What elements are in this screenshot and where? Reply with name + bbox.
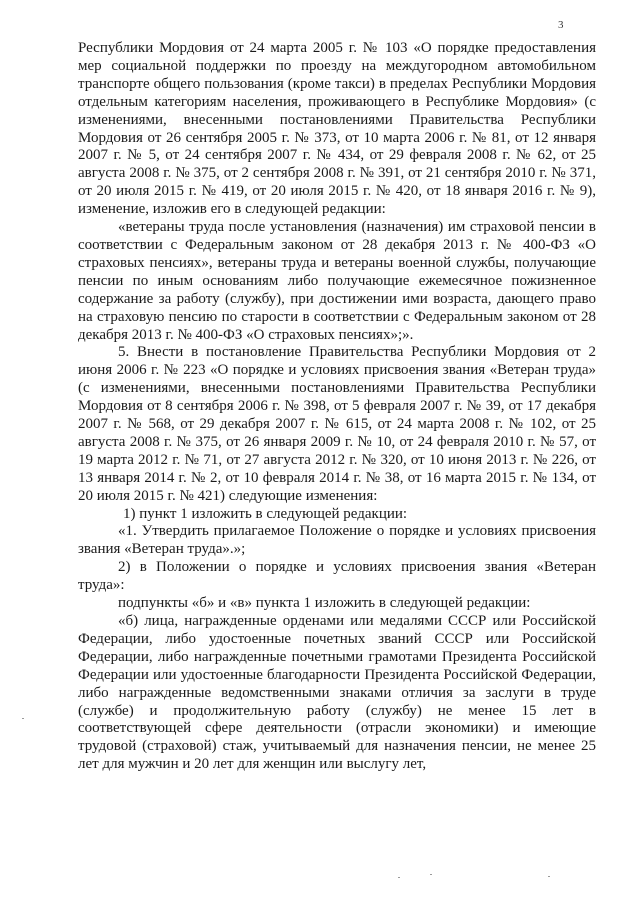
paragraph-subpoint-b: «б) лица, награжденные орденами или медалями СССР или Российской Федерации, либо удостоенные почетных званий СССР или Российской Федерации, либо награжденные почетными грамотами Президента Российской Федерации или удостоенные благодарности Президента Российской Федерации, либо награжденные ведомственными знаками отличия за заслуги в труде (службе) и продолжительную работу (службу) не менее 15 лет в соответствующей сфере деятельности (отрасли экономики) и имеющие трудовой (страховой) стаж, учитываемый для назначения пенсии, не менее 25 лет для мужчин и 20 лет для женщин или выслугу лет, xyxy=(78,613,596,773)
paragraph-item-5: 5. Внести в постановление Правительства Республики Мордовия от 2 июня 2006 г. № 223 «О порядке и условиях присвоения звания «Ветеран труда» (с изменениями, внесенными постановлениями Правительства Республики Мордовия от 8 сентября 2006 г. № 398, от 5 февраля 2007 г. № 39, от 17 декабря 2007 г. № 568, от 29 декабря 2007 г. № 615, от 24 марта 2008 г. № 102, от 25 августа 2008 г. № 375, от 26 января 2009 г. № 10, от 24 февраля 2010 г. № 57, от 19 марта 2012 г. № 71, от 27 августа 2012 г. № 320, от 10 июня 2013 г. № 226, от 13 января 2014 г. № 2, от 10 февраля 2014 г. № 38, от 16 марта 2015 г. № 134, от 20 июля 2015 г. № 421) следующие изменения: xyxy=(78,344,596,504)
paragraph-quote-item-1: «1. Утвердить прилагаемое Положение о порядке и условиях присвоения звания «Ветеран труда».»; xyxy=(78,523,596,558)
scan-speck xyxy=(430,874,432,875)
scan-speck xyxy=(398,877,400,878)
paragraph-subpoints-intro: подпункты «б» и «в» пункта 1 изложить в следующей редакции: xyxy=(118,595,531,612)
paragraph-subitem-1: 1) пункт 1 изложить в следующей редакции: xyxy=(123,505,408,522)
scan-speck xyxy=(548,876,550,877)
scan-speck xyxy=(22,718,24,719)
document-body xyxy=(78,40,596,774)
paragraph-subitem-2: 2) в Положении о порядке и условиях присвоения звания «Ветеран труда»: xyxy=(78,559,596,594)
page-number: 3 xyxy=(558,19,564,31)
paragraph-decree-103-amendment: Республики Мордовия от 24 марта 2005 г. № 103 «О порядке предоставления мер социальной поддержки по проезду на междугородном автомобильном транспорте общего пользования (кроме такси) в пределах Республики Мордовия отдельным категориям населения, проживающего в Республике Мордовия» (с изменениями, внесенными постановлениями Правительства Республики Мордовия от 26 сентября 2005 г. № 373, от 10 марта 2006 г. № 81, от 12 января 2007 г. № 5, от 24 сентября 2007 г. № 434, от 29 февраля 2008 г. № 62, от 25 августа 2008 г. № 375, от 2 сентября 2008 г. № 391, от 21 сентября 2010 г. № 371, от 20 июля 2015 г. № 419, от 20 июля 2015 г. № 420, от 18 января 2016 г. № 9), изменение, изложив его в следующей редакции: xyxy=(78,40,596,218)
paragraph-veterans-quote: «ветераны труда после установления (назначения) им страховой пенсии в соответствии с Федеральным законом от 28 декабря 2013 г. № 400-ФЗ «О страховых пенсиях», ветераны труда и ветераны военной службы, получающие пенсии по иным основаниям либо получающие ежемесячное пожизненное содержание за работу (службу), при достижении ими возраста, дающего право на страховую пенсию по старости в соответствии с Федеральным законом от 28 декабря 2013 г. № 400-ФЗ «О страховых пенсиях»;». xyxy=(78,219,596,343)
